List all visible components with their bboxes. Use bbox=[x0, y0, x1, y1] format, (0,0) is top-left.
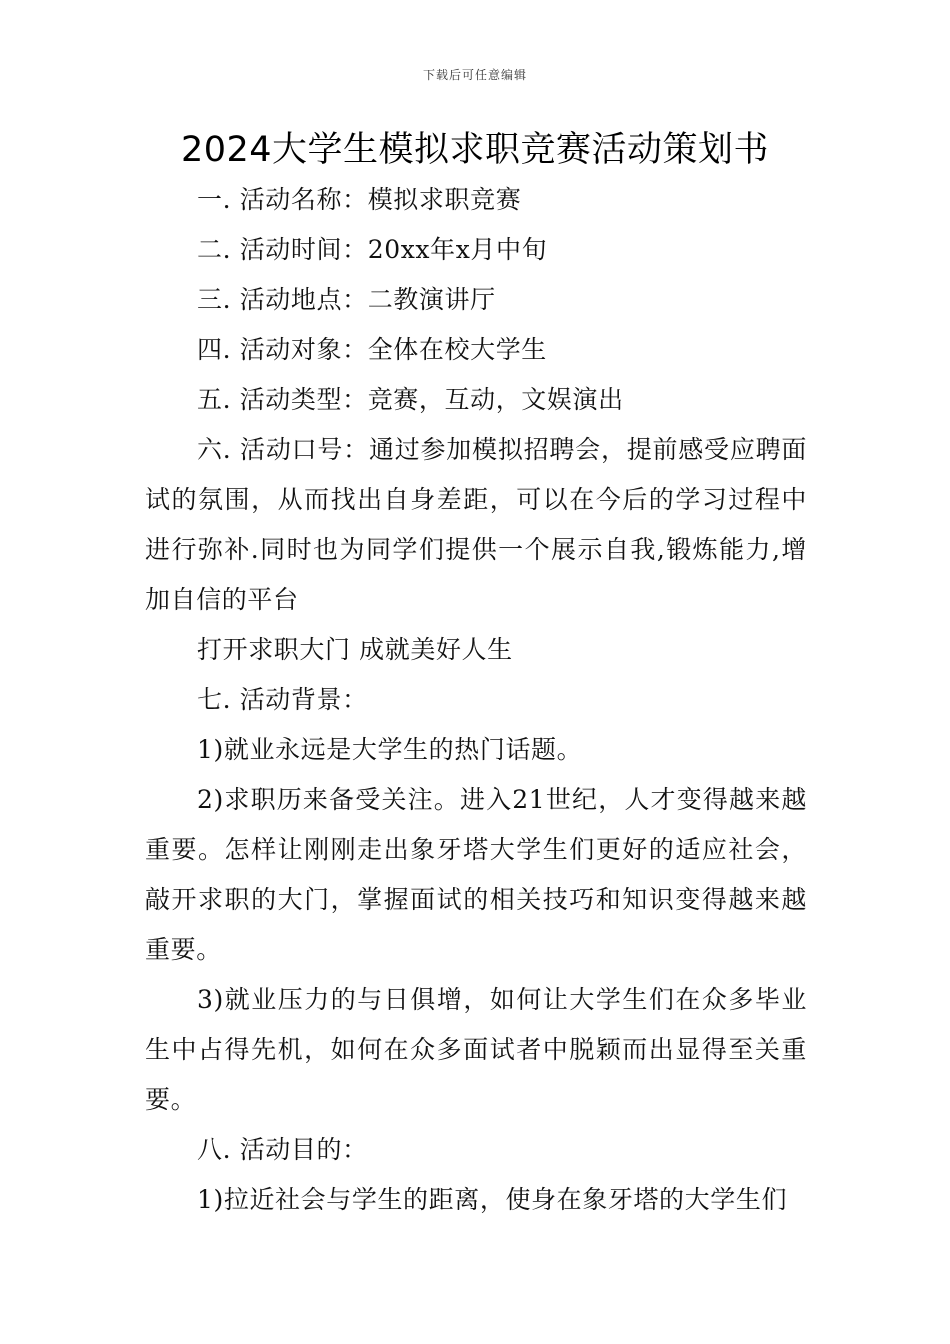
paragraph-background-heading: 七. 活动背景： bbox=[197, 685, 368, 714]
paragraph-background-3: 3)就业压力的与日俱增，如何让大学生们在众多毕业生中占得先机，如何在众多面试者中脱颖而出显得至关重要。 bbox=[145, 985, 807, 1114]
paragraph-activity-name: 一. 活动名称：模拟求职竞赛 bbox=[197, 185, 522, 214]
header-note: 下载后可任意编辑 bbox=[422, 68, 527, 82]
paragraph-background-2: 2)求职历来备受关注。进入21世纪，人才变得越来越重要。怎样让刚刚走出象牙塔大学生们更好的适应社会，敲开求职的大门，掌握面试的相关技巧和知识变得越来越重要。 bbox=[145, 785, 807, 964]
paragraph-activity-location: 三. 活动地点：二教演讲厅 bbox=[197, 285, 496, 314]
paragraph-activity-slogan: 六. 活动口号：通过参加模拟招聘会，提前感受应聘面试的氛围，从而找出自身差距，可以在今后的学习过程中进行弥补.同时也为同学们提供一个展示自我,锻炼能力,增加自信的平台 bbox=[145, 435, 807, 614]
paragraph-activity-time: 二. 活动时间：20xx年x月中旬 bbox=[197, 235, 548, 264]
document-body bbox=[145, 175, 807, 1225]
paragraph-activity-audience: 四. 活动对象：全体在校大学生 bbox=[197, 335, 547, 364]
paragraph-purpose-1: 1)拉近社会与学生的距离，使身在象牙塔的大学生们 bbox=[197, 1185, 788, 1214]
document-title: 2024大学生模拟求职竞赛活动策划书 bbox=[180, 130, 770, 170]
paragraph-activity-type: 五. 活动类型：竞赛，互动，文娱演出 bbox=[197, 385, 624, 414]
paragraph-background-1: 1)就业永远是大学生的热门话题。 bbox=[197, 735, 583, 764]
paragraph-purpose-heading: 八. 活动目的： bbox=[197, 1135, 368, 1164]
paragraph-slogan-line: 打开求职大门 成就美好人生 bbox=[197, 635, 513, 664]
